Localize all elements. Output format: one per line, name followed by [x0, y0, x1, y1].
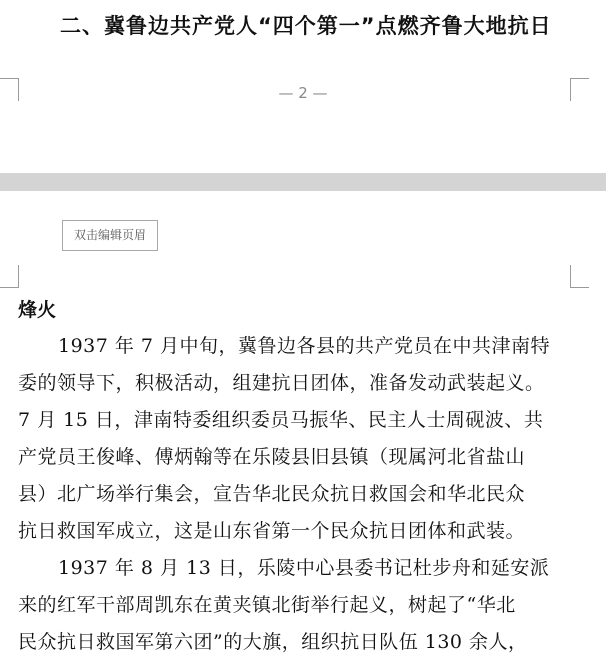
margin-corner-top-right-icon [570, 265, 589, 288]
paragraph-line: 县）北广场举行集会，宣告华北民众抗日救国会和华北民众 [18, 483, 526, 505]
margin-corner-top-left-icon [0, 265, 19, 288]
paragraph-line: 产党员王俊峰、傅炳翰等在乐陵县旧县镇（现属河北省盐山 [18, 446, 526, 468]
paragraph-line: 民众抗日救国军第六团”的大旗，组织抗日队伍 130 余人， [18, 631, 528, 653]
page-separator [0, 173, 606, 191]
paragraph-line: 委的领导下，积极活动，组建抗日团体，准备发动武装起义。 [18, 372, 545, 394]
body-text[interactable] [18, 292, 588, 658]
page-number: — 2 — [278, 84, 328, 102]
page-2-bottom [0, 0, 606, 173]
paragraph-line: 来的红军干部周凯东在黄夹镇北街举行起义，树起了“华北 [18, 594, 516, 616]
paragraph-line: 7 月 15 日，津南特委组织委员马振华、民主人士周砚波、共 [18, 409, 544, 431]
edit-header-button[interactable]: 双击编辑页眉 [62, 220, 158, 251]
paragraph-line: 1937 年 8 月 13 日，乐陵中心县委书记杜步舟和延安派 [58, 557, 550, 579]
paragraph-line: 抗日救国军成立，这是山东省第一个民众抗日团体和武装。 [18, 520, 526, 542]
paragraph-line: 1937 年 7 月中旬，冀鲁边各县的共产党员在中共津南特 [58, 335, 551, 357]
section-heading: 二、冀鲁边共产党人“四个第一”点燃齐鲁大地抗日 [60, 14, 552, 38]
sub-heading: 烽火 [18, 299, 57, 321]
